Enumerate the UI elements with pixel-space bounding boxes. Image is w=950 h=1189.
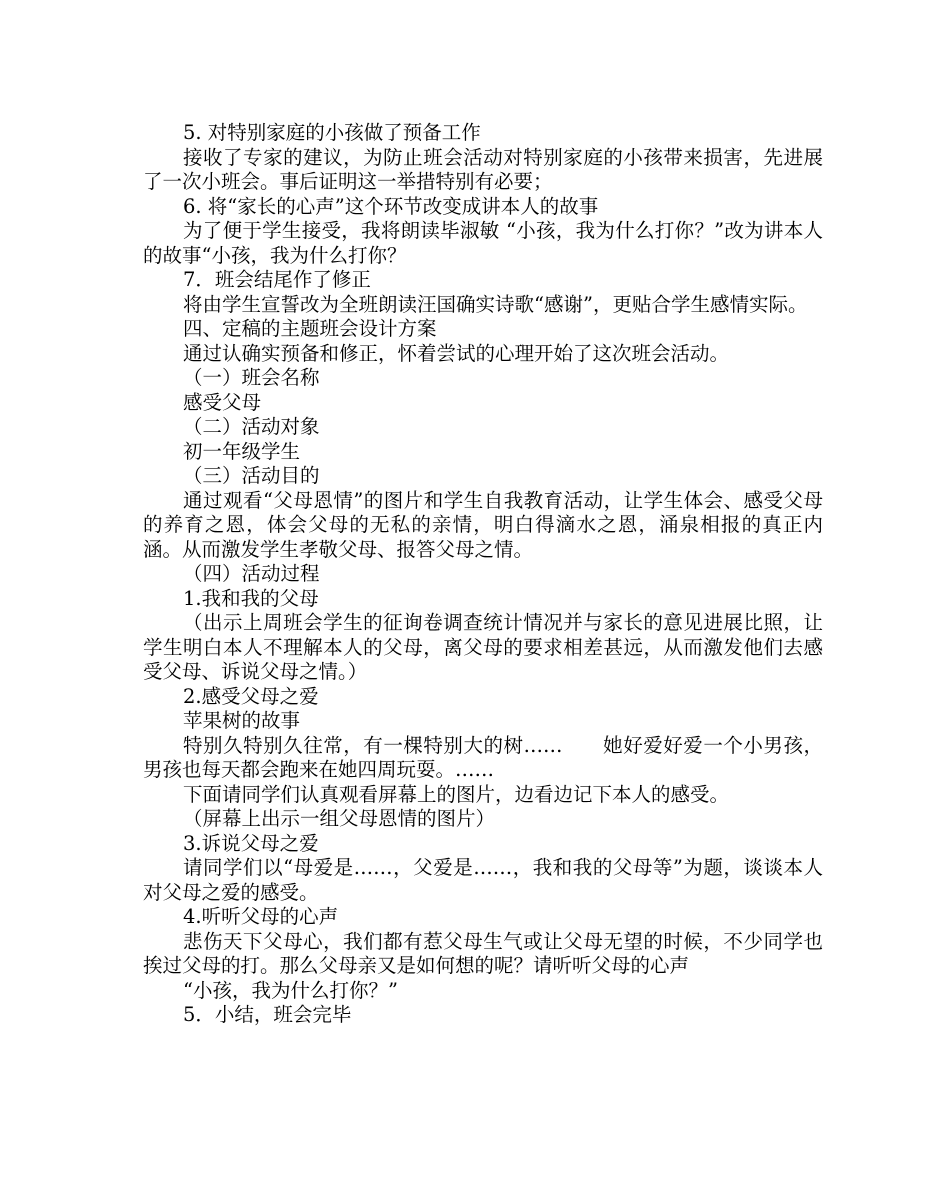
document-body bbox=[143, 121, 823, 1028]
paragraph: 通过观看“父母恩情”的图片和学生自我教育活动，让学生体会、感受父母的养育之恩，体会父母的无私的亲情，明白得滴水之恩，涌泉相报的真正内涵。从而激发学生孝敬父母、报答父母之情。 bbox=[143, 488, 823, 561]
paragraph: 特别久特别久往常，有一棵特别大的树…… 她好爱好爱一个小男孩，男孩也每天都会跑来在她四周玩耍。…… bbox=[143, 733, 823, 781]
paragraph: 悲伤天下父母心，我们都有惹父母生气或让父母无望的时候，不少同学也挨过父母的打。那么父母亲又是如何想的呢？请听听父母的心声 bbox=[143, 929, 823, 977]
step-heading-3: 3.诉说父母之爱 bbox=[183, 831, 319, 855]
paragraph: 下面请同学们认真观看屏幕上的图片，边看边记下本人的感受。 bbox=[183, 782, 730, 806]
paragraph: （出示上周班会学生的征询卷调查统计情况并与家长的意见进展比照，让学生明白本人不理解本人的父母，离父母的要求相差甚远，从而激发他们去感受父母、诉说父母之情。） bbox=[143, 611, 823, 683]
subheading-1: （一）班会名称 bbox=[183, 366, 320, 389]
step-heading-4: 4.听听父母的心声 bbox=[183, 905, 339, 928]
subheading-4: （四）活动过程 bbox=[183, 562, 320, 585]
paragraph: 苹果树的故事 bbox=[183, 709, 301, 732]
step-heading-2: 2.感受父母之爱 bbox=[183, 684, 319, 708]
heading-item-5: 5. 对特别家庭的小孩做了预备工作 bbox=[183, 121, 481, 144]
heading-item-6: 6. 将“家长的心声”这个环节改变成讲本人的故事 bbox=[183, 194, 599, 218]
paragraph: 接收了专家的建议，为防止班会活动对特别家庭的小孩带来损害，先进展了一次小班会。事后证明这一举措特别有必要； bbox=[143, 145, 823, 193]
paragraph: 初一年级学生 bbox=[183, 439, 301, 463]
paragraph: 感受父母 bbox=[183, 390, 262, 414]
paragraph: 为了便于学生接受，我将朗读毕淑敏 “小孩，我为什么打你？”改为讲本人的故事“小孩，我为什么打你？ bbox=[143, 219, 823, 267]
step-heading-5: 5．小结，班会完毕 bbox=[183, 1003, 352, 1026]
paragraph: “小孩，我为什么打你？” bbox=[183, 978, 398, 1002]
subheading-3: （三）活动目的 bbox=[183, 464, 320, 487]
heading-item-7: 7．班会结尾作了修正 bbox=[183, 268, 371, 291]
paragraph: （屏幕上出示一组父母恩情的图片） bbox=[183, 807, 496, 830]
paragraph: 将由学生宣誓改为全班朗读汪国确实诗歌“感谢”，更贴合学生感情实际。 bbox=[183, 292, 808, 316]
step-heading-1: 1.我和我的父母 bbox=[183, 586, 319, 610]
section-heading-4: 四、定稿的主题班会设计方案 bbox=[183, 317, 437, 340]
paragraph: 通过认确实预备和修正，怀着尝试的心理开始了这次班会活动。 bbox=[183, 341, 730, 365]
subheading-2: （二）活动对象 bbox=[183, 415, 320, 438]
paragraph: 请同学们以“母爱是……，父爱是……，我和我的父母等”为题，谈谈本人对父母之爱的感受。 bbox=[143, 856, 823, 904]
